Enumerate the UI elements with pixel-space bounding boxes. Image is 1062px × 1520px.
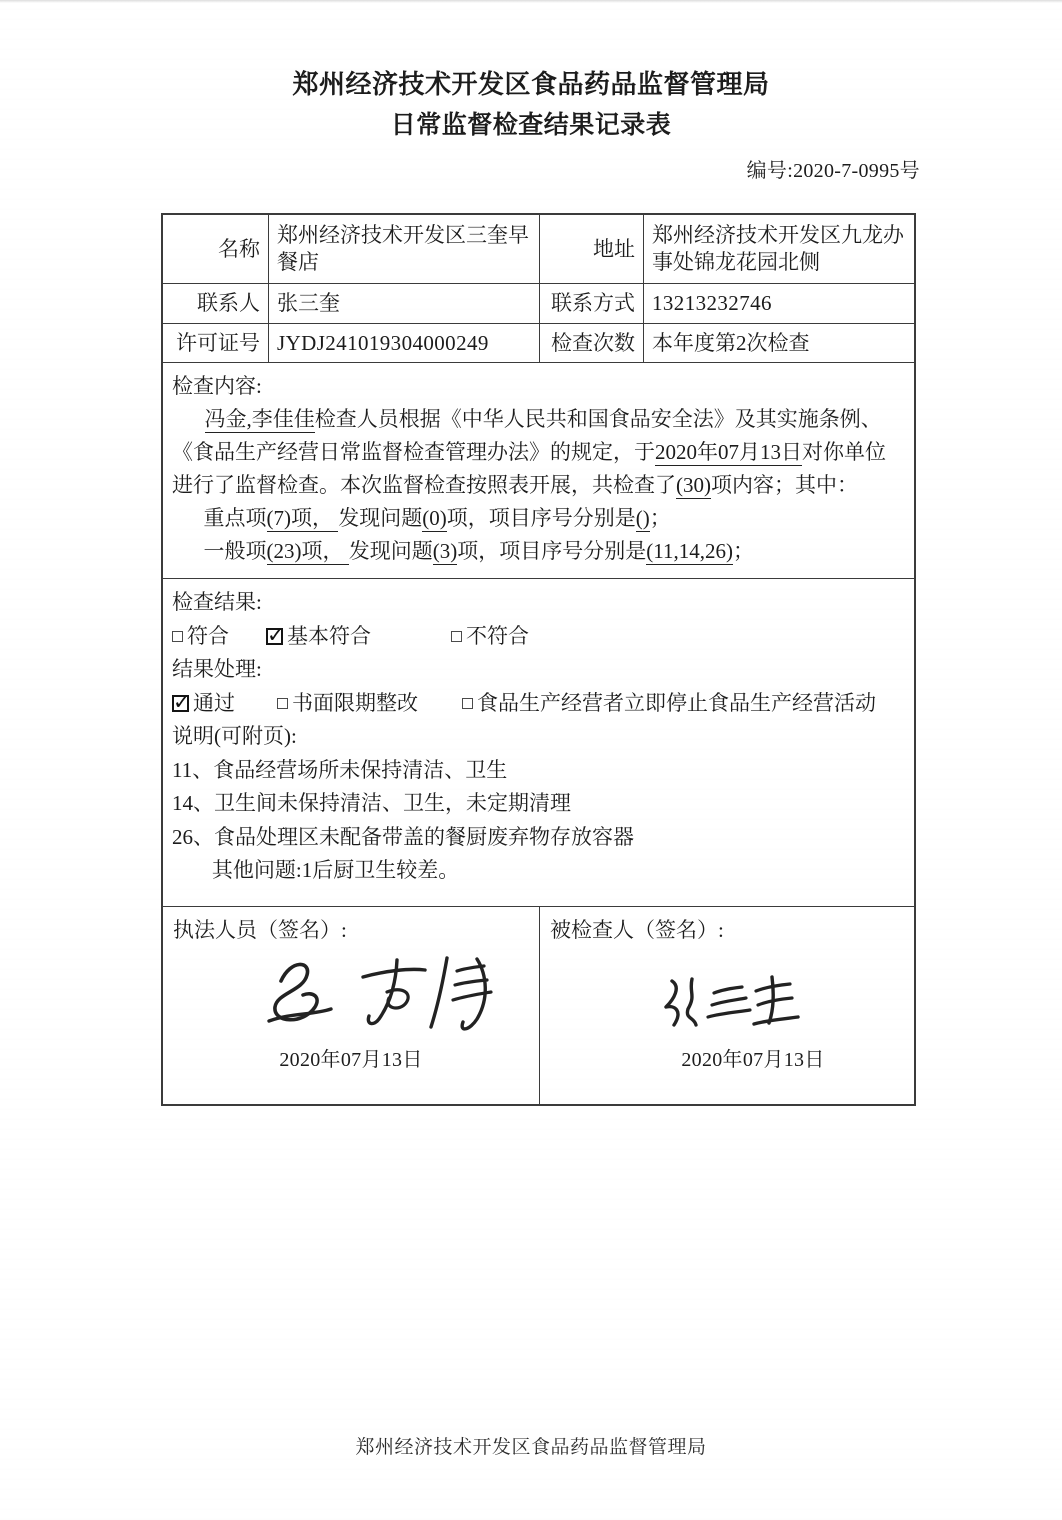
- option-label: 不符合: [466, 623, 529, 648]
- inspector-handwritten-signature: [251, 947, 503, 1047]
- inspector-signature-cell: [163, 907, 540, 1104]
- conclusion-options: [172, 620, 904, 654]
- field-label-license-number: 许可证号: [163, 324, 269, 363]
- option-shumian-zhenggai: [277, 690, 418, 717]
- option-label: 食品生产经营者立即停止食品生产经营活动: [477, 690, 876, 715]
- key-items-mid: 发现问题: [338, 506, 423, 530]
- footer-agency: 郑州经济技术开发区食品药品监督管理局: [355, 1437, 707, 1458]
- inspectee-signature-label: 被检查人（签名）:: [550, 918, 724, 942]
- key-items-suffix: ；: [649, 506, 671, 530]
- note-heading: 说明(可附页):: [172, 724, 297, 748]
- general-items-count: (23)项，: [266, 539, 349, 563]
- doc-title-form: 日常监督检查结果记录表: [390, 112, 672, 139]
- finding-item-11: 11、食品经营场所未保持清洁、卫生: [172, 757, 508, 782]
- field-label-name: 名称: [163, 215, 269, 284]
- content-segment: 检查人员根据《中华人民共和国食品安全法》及其实施条例、《食品生产经营日常监督检查管理办法》的规定，于: [172, 407, 882, 464]
- inspectee-handwritten-signature: [648, 967, 816, 1045]
- inspection-content-section: [163, 363, 914, 579]
- option-label: 书面限期整改: [292, 690, 418, 715]
- doc-title-agency: 郑州经济技术开发区食品药品监督管理局: [292, 70, 770, 99]
- option-label: 基本符合: [287, 623, 371, 648]
- content-segment: 项内容；其中：: [711, 473, 858, 497]
- field-label-inspection-count: 检查次数: [540, 324, 644, 363]
- inspection-date: 2020年07月13日: [655, 440, 802, 464]
- checkbox-icon: [277, 698, 288, 709]
- inspection-form-table: [161, 213, 916, 1106]
- scan-edge-artifact: [0, 0, 1062, 3]
- inspection-content-paragraph: [172, 403, 904, 502]
- checkbox-checked-icon: [172, 695, 189, 712]
- checkbox-icon: [172, 631, 183, 642]
- inspector-signature-label: 执法人员（签名）:: [173, 918, 347, 942]
- other-issue-line: 其他问题:1后厨卫生较差。: [211, 858, 460, 882]
- key-items-line: [172, 502, 904, 535]
- option-bu-fuhe: [451, 623, 529, 650]
- general-items-suffix: ；: [732, 539, 754, 563]
- field-value-contact-method: 13213232746: [644, 284, 914, 324]
- inspector-signature-date: 2020年07月13日: [279, 1049, 423, 1071]
- checkbox-checked-icon: [266, 628, 283, 645]
- key-items-problems: (0): [422, 506, 447, 530]
- general-items-mid: 项，项目序号分别是: [457, 539, 647, 563]
- field-value-name: 郑州经济技术开发区三奎早餐店: [269, 215, 540, 284]
- key-items-prefix: 重点项: [203, 506, 267, 530]
- option-label: 符合: [187, 623, 229, 648]
- inspection-result-heading: 检查结果:: [172, 590, 262, 614]
- field-value-license-number: JYDJ241019304000249: [269, 324, 540, 363]
- general-items-mid: 发现问题: [348, 539, 433, 563]
- field-label-contact-method: 联系方式: [540, 284, 644, 324]
- handling-heading: 结果处理:: [172, 657, 262, 681]
- general-items-prefix: 一般项: [203, 539, 267, 563]
- doc-number: 编号:2020-7-0995号: [746, 160, 920, 182]
- field-value-address: 郑州经济技术开发区九龙办事处锦龙花园北侧: [644, 215, 914, 284]
- option-jiben-fuhe: [266, 623, 371, 650]
- checkbox-icon: [462, 698, 473, 709]
- option-tongguo: [172, 690, 235, 717]
- inspectee-signature-cell: [540, 907, 914, 1104]
- inspection-content-heading: 检查内容:: [172, 374, 262, 398]
- inspection-result-section: [163, 579, 914, 907]
- key-items-numbers: (): [635, 506, 650, 530]
- field-value-contact-person: 张三奎: [269, 284, 540, 324]
- field-label-address: 地址: [540, 215, 644, 284]
- option-fuhe: [172, 623, 229, 650]
- finding-item-26: 26、食品处理区未配备带盖的餐厨废弃物存放容器: [172, 824, 634, 849]
- checkbox-icon: [451, 631, 462, 642]
- content-segment: 对你单位进行了监督检查。本次监督检查按照表开展，共检查了: [172, 440, 886, 497]
- general-items-line: [172, 535, 904, 568]
- inspectee-signature-date: 2020年07月13日: [681, 1049, 825, 1071]
- inspectors-names: 冯金,李佳佳: [204, 407, 315, 431]
- handling-options: [172, 687, 904, 721]
- key-items-count: (7)项，: [266, 506, 339, 530]
- general-items-problems: (3): [432, 539, 458, 563]
- key-items-mid: 项，项目序号分别是: [446, 506, 636, 530]
- option-label: 通过: [193, 690, 235, 715]
- field-label-contact-person: 联系人: [163, 284, 269, 324]
- field-value-inspection-count: 本年度第2次检查: [644, 324, 914, 363]
- total-items-count: (30): [676, 473, 711, 497]
- general-items-numbers: (11,14,26): [646, 539, 733, 563]
- option-tingzhi-jingying: [462, 690, 876, 717]
- finding-item-14: 14、卫生间未保持清洁、卫生，未定期清理: [172, 791, 571, 815]
